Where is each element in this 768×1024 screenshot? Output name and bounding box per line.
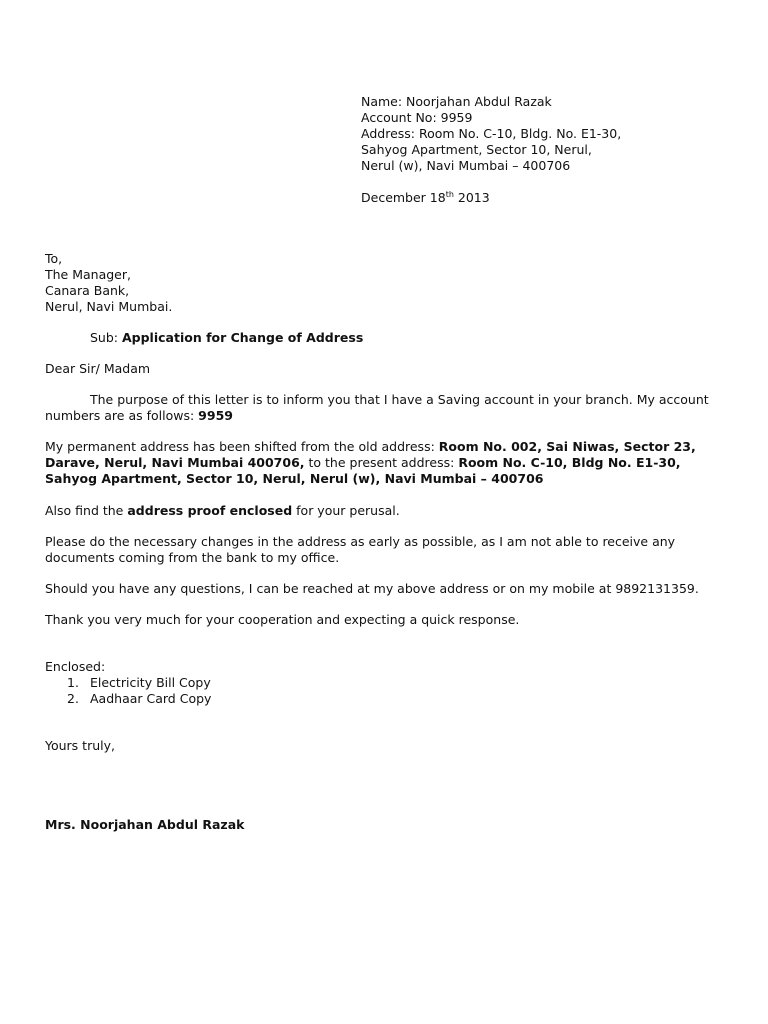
para3-bold: address proof enclosed — [127, 503, 293, 518]
para2-line2-text: to the present address: — [304, 455, 459, 470]
sender-block — [361, 94, 741, 206]
recipient-line3: Nerul, Navi Mumbai. — [45, 299, 173, 314]
recipient-line2: Canara Bank, — [45, 283, 130, 298]
para3-suffix: for your perusal. — [292, 503, 400, 518]
para1-line1: The purpose of this letter is to inform you that I have a Saving account in your branch. My account — [90, 392, 709, 407]
para6: Thank you very much for your cooperation and expecting a quick response. — [45, 612, 520, 627]
date-ordinal: th — [445, 190, 454, 199]
list-item-text: Electricity Bill Copy — [90, 675, 211, 690]
letter-date — [361, 190, 741, 206]
list-item-number: 1. — [67, 675, 79, 690]
para2-line1 — [45, 439, 696, 455]
para1-line2-text: numbers are as follows: — [45, 408, 199, 423]
para4-line2: documents coming from the bank to my office. — [45, 550, 340, 565]
list-item-number: 2. — [67, 691, 79, 706]
recipient-line1: The Manager, — [45, 267, 131, 282]
date-prefix: December 18 — [361, 190, 446, 205]
enclosed-list — [67, 675, 211, 707]
subject-line — [90, 330, 363, 346]
old-address-part2: Darave, Nerul, Navi Mumbai 400706, — [45, 455, 305, 470]
para2-line2 — [45, 455, 681, 471]
sender-address-line2: Sahyog Apartment, Sector 10, Nerul, — [361, 142, 592, 157]
para4-line1: Please do the necessary changes in the address as early as possible, as I am not able to receive any — [45, 534, 676, 549]
para1-line2 — [45, 408, 233, 424]
para5: Should you have any questions, I can be reached at my above address or on my mobile at 9892131359. — [45, 581, 699, 596]
sender-address-line3: Nerul (w), Navi Mumbai – 400706 — [361, 158, 571, 173]
salutation: Dear Sir/ Madam — [45, 361, 151, 376]
para3-prefix: Also find the — [45, 503, 128, 518]
old-address-part1: Room No. 002, Sai Niwas, Sector 23, — [438, 439, 696, 454]
para2-line1-text: My permanent address has been shifted from the old address: — [45, 439, 439, 454]
list-item-text: Aadhaar Card Copy — [90, 691, 212, 706]
account-number: 9959 — [198, 408, 233, 423]
list-item — [67, 691, 211, 707]
signature-name: Mrs. Noorjahan Abdul Razak — [45, 817, 245, 832]
subject-text: Application for Change of Address — [121, 330, 364, 345]
new-address-part1: Room No. C-10, Bldg No. E1-30, — [458, 455, 681, 470]
date-suffix: 2013 — [453, 190, 490, 205]
enclosed-label: Enclosed: — [45, 659, 106, 674]
sender-account: Account No: 9959 — [361, 110, 473, 125]
para3 — [45, 503, 400, 519]
recipient-to: To, — [45, 251, 63, 266]
new-address-part2: Sahyog Apartment, Sector 10, Nerul, Nerul (w), Navi Mumbai – 400706 — [45, 471, 544, 486]
closing: Yours truly, — [45, 738, 115, 753]
sender-address-line1: Address: Room No. C-10, Bldg. No. E1-30, — [361, 126, 622, 141]
list-item — [67, 675, 211, 691]
sender-name: Name: Noorjahan Abdul Razak — [361, 94, 552, 109]
subject-prefix: Sub: — [90, 330, 122, 345]
